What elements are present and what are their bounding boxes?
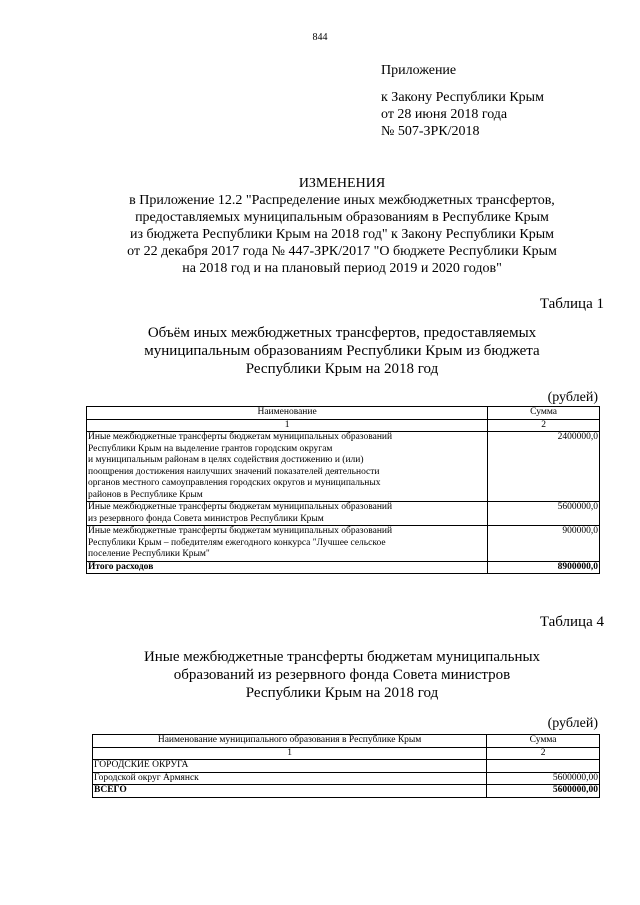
table1-title	[70, 324, 614, 378]
row-line: и муниципальным районам в целях содействия достижению и (или)	[88, 455, 364, 465]
row-name: Городской округ Армянск	[93, 772, 487, 785]
table4-label: Таблица 4	[539, 614, 604, 630]
table4-header-amount: Сумма	[487, 735, 600, 748]
row-amount: 5600000,00	[487, 772, 600, 785]
total-label: ВСЕГО	[93, 785, 487, 798]
row-name	[87, 432, 488, 502]
row-line: Республики Крым на выделение грантов городским округам	[88, 443, 333, 454]
row-name	[87, 526, 488, 562]
table4-header-name: Наименование муниципального образования в Республике Крым	[93, 735, 487, 748]
table1-header-name: Наименование	[87, 407, 488, 420]
appendix-line: от 28 июня 2018 года	[381, 107, 508, 122]
table4-unit: (рублей)	[547, 716, 598, 731]
table4-title-line: Иные межбюджетные трансферты бюджетам муниципальных	[143, 649, 541, 665]
column-number: 2	[488, 419, 600, 432]
heading-line: из бюджета Республики Крым на 2018 год" к Закону Республики Крым	[129, 227, 555, 242]
table1	[86, 406, 600, 574]
table-row	[93, 772, 600, 785]
heading-line: в Приложение 12.2 "Распределение иных межбюджетных трансфертов,	[129, 193, 555, 208]
table1-title-line: Объём иных межбюджетных трансфертов, предоставляемых	[147, 325, 537, 341]
row-amount: 5600000,0	[488, 502, 600, 526]
table1-title-line: Республики Крым на 2018 год	[245, 361, 439, 377]
heading-line: на 2018 год и на плановый период 2019 и 2020 годов"	[182, 261, 502, 276]
row-line: органов местного самоуправления городских округов и муниципальных	[88, 478, 381, 488]
table-total-row	[93, 785, 600, 798]
row-line: Иные межбюджетные трансферты бюджетам муниципальных образований	[88, 432, 393, 442]
table4-title-line: образований из резервного фонда Совета министров	[173, 667, 511, 683]
table-section-row	[93, 760, 600, 773]
table1-title-line: муниципальным образованиям Республики Крым из бюджета	[144, 343, 540, 359]
table1-unit: (рублей)	[547, 390, 598, 405]
total-amount: 8900000,0	[488, 561, 600, 574]
row-line: Республики Крым – победителям ежегодного конкурса "Лучшее сельское	[88, 537, 386, 548]
page-number: 844	[312, 32, 328, 43]
row-name	[87, 502, 488, 526]
table-header-row	[87, 407, 600, 420]
document-heading	[70, 175, 614, 277]
row-amount: 2400000,0	[488, 432, 600, 502]
table4-title	[70, 648, 614, 702]
table1-label: Таблица 1	[539, 296, 604, 312]
row-line: Иные межбюджетные трансферты бюджетам муниципальных образований	[88, 526, 393, 536]
table-row	[87, 432, 600, 502]
table1-header-amount: Сумма	[488, 407, 600, 420]
row-line: Иные межбюджетные трансферты бюджетам муниципальных образований	[88, 502, 393, 512]
appendix-line: № 507-ЗРК/2018	[381, 124, 480, 139]
section-label: ГОРОДСКИЕ ОКРУГА	[93, 760, 487, 773]
table-total-row	[87, 561, 600, 574]
heading-line: от 22 декабря 2017 года № 447-ЗРК/2017 "О бюджете Республики Крым	[127, 244, 557, 259]
column-number: 1	[93, 747, 487, 760]
total-label: Итого расходов	[87, 561, 488, 574]
row-amount: 900000,0	[488, 526, 600, 562]
table4-title-line: Республики Крым на 2018 год	[245, 685, 439, 701]
heading-title: ИЗМЕНЕНИЯ	[298, 176, 386, 191]
appendix-title: Приложение	[381, 63, 457, 78]
table-header-row	[93, 735, 600, 748]
table-number-row	[93, 747, 600, 760]
row-line: поощрения достижения наилучших значений показателей деятельности	[88, 466, 380, 477]
heading-line: предоставляемых муниципальным образованиям в Республике Крым	[135, 210, 549, 225]
table-row	[87, 526, 600, 562]
table-row	[87, 502, 600, 526]
table-number-row	[87, 419, 600, 432]
appendix-header	[381, 62, 544, 140]
column-number: 1	[87, 419, 488, 432]
row-line: районов в Республике Крым	[88, 489, 203, 500]
appendix-line: к Закону Республики Крым	[381, 90, 544, 105]
total-amount: 5600000,00	[487, 785, 600, 798]
table4	[92, 734, 600, 798]
column-number: 2	[487, 747, 600, 760]
row-line: поселение Республики Крым"	[88, 549, 210, 559]
row-line: из резервного фонда Совета министров Республики Крым	[88, 513, 324, 524]
